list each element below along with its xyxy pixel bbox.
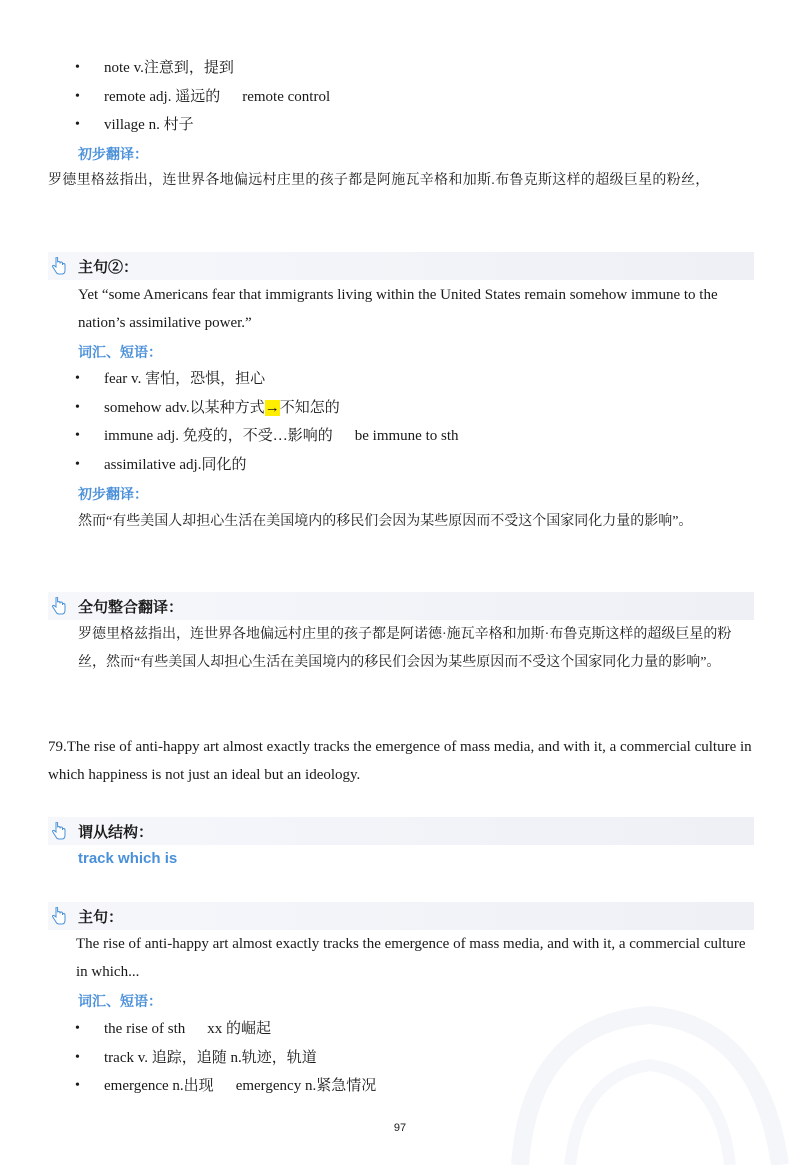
question-79-text: 79.The rise of anti-happy art almost exactly tracks the emergence of mass media, and with it, a commercial culture in which happiness is not just an ideal but an ideology.: [48, 739, 752, 783]
vocab-word-continued: 不知怎的: [279, 399, 340, 416]
vocab-list-2: [75, 365, 459, 479]
section-header-full-translation: [48, 592, 754, 620]
vocab-label: 词汇、短语：: [78, 345, 162, 361]
vocab-extra: remote control: [242, 88, 331, 105]
prelim-translation-label: 初步翻译：: [78, 487, 148, 503]
pointing-hand-icon: [51, 597, 67, 615]
vocab-list-1: [75, 54, 330, 140]
list-item: [75, 111, 330, 140]
vocab-word: village n. 村子: [104, 117, 194, 133]
section-title: 全句整合翻译：: [78, 598, 184, 616]
prelim-translation-text: 然而“有些美国人却担心生活在美国境内的移民们会因为某些原因而不受这个国家同化力量的影响”。: [78, 514, 693, 529]
section-header-main-clause: [48, 902, 754, 930]
prelim-translation-label: 初步翻译：: [78, 147, 148, 163]
vocab-list-3: [75, 1015, 376, 1101]
highlight-arrow: →: [264, 399, 280, 416]
vocab-word: somehow adv.以某种方式: [104, 399, 265, 416]
pointing-hand-icon: [51, 257, 67, 275]
vocab-extra: xx 的崛起: [207, 1021, 271, 1037]
vocab-extra: emergency n.紧急情况: [235, 1078, 377, 1094]
section-title: 谓从结构：: [78, 823, 154, 841]
vocab-word: track v. 追踪，追随 n.轨迹，轨道: [104, 1049, 317, 1066]
vocab-word: fear v. 害怕，恐惧，担心: [104, 371, 266, 387]
list-item: [75, 422, 459, 451]
list-item: [75, 1015, 376, 1044]
watermark-logo: [490, 1005, 790, 1165]
section-title: 主句②：: [78, 258, 139, 276]
page-number: 97: [393, 1122, 407, 1134]
vocab-word: remote adj. 遥远的: [104, 88, 221, 105]
list-item: [75, 83, 330, 112]
section-header-main-clause-2: [48, 252, 754, 280]
main-clause-79-text: The rise of anti-happy art almost exactly tracks the emergence of mass media, and with it, a commercial culture in which...: [76, 936, 746, 980]
section-title: 主句：: [78, 908, 124, 926]
clause-structure-text: track which is: [78, 850, 178, 867]
section-header-clause-structure: [48, 817, 754, 845]
pointing-hand-icon: [51, 822, 67, 840]
vocab-label: 词汇、短语：: [78, 994, 162, 1010]
list-item: [75, 54, 330, 83]
list-item: [75, 394, 459, 423]
full-translation-text: 罗德里格兹指出，连世界各地偏远村庄里的孩子都是阿诺德·施瓦辛格和加斯·布鲁克斯这样的超级巨星的粉丝，然而“有些美国人却担心生活在美国境内的移民们会因为某些原因而不受这个国家同化力量的影响”。: [78, 627, 732, 670]
vocab-word: the rise of sth: [104, 1021, 186, 1037]
list-item: [75, 451, 459, 480]
vocab-word: emergence n.出现: [104, 1078, 214, 1094]
main-clause-text: Yet “some Americans fear that immigrants living within the United States remain somehow immune to the nation’s assimilative power.”: [78, 287, 718, 331]
list-item: [75, 1044, 376, 1073]
vocab-word: note v.注意到，提到: [104, 60, 234, 76]
prelim-translation-text: 罗德里格兹指出，连世界各地偏远村庄里的孩子都是阿施瓦辛格和加斯.布鲁克斯这样的超级巨星的粉丝，: [48, 173, 710, 188]
vocab-word: assimilative adj.同化的: [104, 456, 247, 473]
list-item: [75, 1072, 376, 1101]
vocab-extra: be immune to sth: [354, 428, 459, 444]
list-item: [75, 365, 459, 394]
vocab-word: immune adj. 免疫的，不受…影响的: [104, 428, 333, 444]
pointing-hand-icon: [51, 907, 67, 925]
